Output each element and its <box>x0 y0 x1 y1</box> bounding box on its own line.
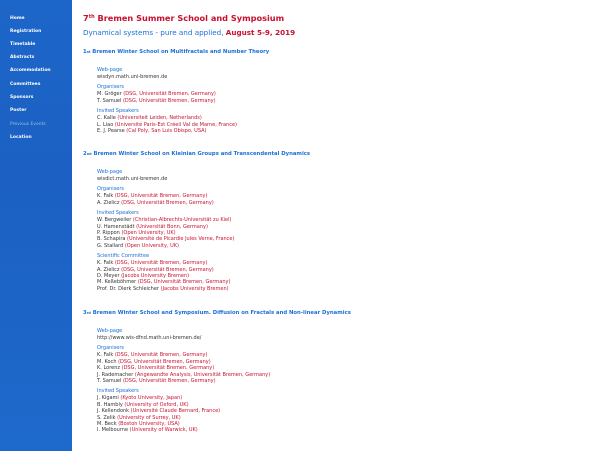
section-number: 2 <box>83 151 87 157</box>
person-affiliation: (Université Claude Bernard, France) <box>130 408 221 415</box>
person-name: I. Melbourne <box>97 427 130 434</box>
person-entry <box>97 279 230 285</box>
person-name: A. Zielicz <box>97 266 122 273</box>
person-entry <box>97 286 229 292</box>
person-affiliation: (Université de Picardie Jules Verne, France) <box>127 236 235 243</box>
person-name: E. J. Pearse <box>97 128 127 134</box>
group-label: Web-page <box>97 328 123 334</box>
nav-abstracts[interactable]: Abstracts <box>10 55 35 60</box>
person-name: J. Kellendonk <box>97 408 131 415</box>
page-title <box>83 13 284 23</box>
subtitle-text: Dynamical systems - pure and applied, <box>83 28 226 37</box>
section-ordinal: rd <box>86 310 91 315</box>
main-content <box>72 0 600 451</box>
person-entry <box>97 402 189 408</box>
person-name: K. Lorenz <box>97 365 122 372</box>
person-name: W. Bergweiler <box>97 217 133 224</box>
section-number: 3 <box>83 310 87 316</box>
person-entry <box>97 193 207 199</box>
person-affiliation: (DSG, Universität Bremen, Germany) <box>121 199 214 206</box>
person-entry <box>97 122 237 128</box>
person-entry <box>97 91 216 97</box>
person-entry <box>97 395 182 401</box>
person-entry <box>97 260 207 266</box>
person-affiliation: (DSG, Universität Bremen, Germany) <box>114 260 208 267</box>
person-name: D. Meyer <box>97 273 122 279</box>
person-entry <box>97 273 189 279</box>
person-affiliation: (Jacobs University Bremen) <box>160 285 229 292</box>
person-name: M. Gröger <box>97 91 124 98</box>
web-page-link[interactable] <box>97 335 202 341</box>
person-entry <box>97 267 214 273</box>
person-affiliation: (Jacobs University Bremen) <box>121 273 190 279</box>
person-affiliation: (Christian-Albrechts-Universität zu Kiel) <box>132 217 232 224</box>
nav-registration[interactable]: Registration <box>10 29 42 34</box>
person-entry <box>97 378 216 384</box>
sidebar-nav <box>0 0 72 451</box>
nav-poster[interactable]: Poster <box>10 108 27 113</box>
person-name: T. Samuel <box>97 97 123 104</box>
person-name: Prof. Dr. Dierk Schleicher <box>97 285 161 292</box>
nav-home[interactable]: Home <box>10 16 25 21</box>
person-affiliation: (University of Warwick, UK) <box>129 427 198 434</box>
person-entry <box>97 128 206 134</box>
person-name: M. Beck <box>97 421 119 427</box>
group-label: Invited Speakers <box>97 388 139 395</box>
person-affiliation: (DSG, Universität Bremen, Germany) <box>121 365 215 372</box>
person-entry <box>97 217 231 223</box>
person-affiliation: (Kyoto University, Japan) <box>120 395 183 402</box>
person-entry <box>97 98 216 104</box>
person-name: M. Koch <box>97 358 119 365</box>
person-affiliation: (DSG, Universität Bremen, Germany) <box>122 97 216 104</box>
person-name: U. Hamenstädt <box>97 223 137 230</box>
person-affiliation: (University of Surrey, UK) <box>117 414 181 421</box>
person-name: J. Rademacher <box>97 371 135 378</box>
section-ordinal: nd <box>86 151 92 156</box>
person-affiliation: (DSG, Universität Bremen, Germany) <box>121 266 214 273</box>
web-page-link[interactable] <box>97 74 167 80</box>
person-affiliation: (DSG, Universität Bremen, Germany) <box>118 358 211 365</box>
person-entry <box>97 372 270 378</box>
person-affiliation: (DSG, Universität Bremen, Germany) <box>114 193 208 200</box>
section-number: 1 <box>83 49 87 55</box>
person-entry <box>97 359 211 365</box>
person-affiliation: (DSG, Universität Bremen, Germany) <box>114 352 208 359</box>
web-page-url[interactable]: wisdict.math.uni-bremen.de <box>97 176 168 182</box>
web-page-url[interactable]: wisdyn.math.uni-bremen.de <box>97 74 168 80</box>
page-subtitle <box>83 28 295 37</box>
person-name: S. Zelik <box>97 414 118 421</box>
nav-timetable[interactable]: Timetable <box>10 42 36 47</box>
person-affiliation: (Angewandte Analysis, Universität Bremen, Germany) <box>134 371 271 378</box>
person-affiliation: (Universität Bonn, Germany) <box>136 223 208 230</box>
group-label: Web-page <box>97 67 123 73</box>
person-name: B. Hambly <box>97 401 125 408</box>
nav-committees[interactable]: Committees <box>10 82 41 87</box>
title-number: 7 <box>83 13 89 23</box>
group-label: Invited Speakers <box>97 108 139 115</box>
nav-sponsors[interactable]: Sponsors <box>10 95 34 100</box>
person-entry <box>97 243 179 249</box>
section-title <box>83 310 351 317</box>
person-entry <box>97 427 198 433</box>
person-entry <box>97 224 208 230</box>
section-title-text: Bremen Winter School on Multifractals and Number Theory <box>90 49 270 55</box>
person-entry <box>97 415 181 421</box>
title-text: Bremen Summer School and Symposium <box>94 13 285 23</box>
person-affiliation: (Université Paris-Est Créeil Val de Marne, France) <box>114 121 237 128</box>
person-entry <box>97 408 220 414</box>
person-name: G. Stallard <box>97 242 125 249</box>
person-entry <box>97 236 234 242</box>
group-label: Invited Speakers <box>97 210 139 217</box>
person-name: K. Falk <box>97 260 115 267</box>
person-entry <box>97 365 214 371</box>
person-affiliation: (Cal Poly, San Luis Obispo, USA) <box>126 128 207 134</box>
group-label: Scientific Committee <box>97 253 150 260</box>
person-name: C. Kalle <box>97 115 118 122</box>
person-entry <box>97 421 180 427</box>
person-affiliation: (DSG, Universität Bremen, Germany) <box>122 378 216 384</box>
person-affiliation: (DSG, Universität Bremen, Germany) <box>137 279 231 286</box>
person-affiliation: (University of Oxford, UK) <box>124 401 189 408</box>
group-label: Web-page <box>97 169 123 175</box>
web-page-link[interactable] <box>97 176 167 182</box>
person-name: T. Samuel <box>97 378 123 384</box>
nav-location[interactable]: Location <box>10 135 32 140</box>
person-name: B. Schapira <box>97 236 128 243</box>
person-name: J. Kigami <box>97 395 121 402</box>
person-affiliation: (Universiteit Leiden, Netherlands) <box>117 115 202 122</box>
nav-previous-events[interactable]: Previous Events <box>10 122 46 127</box>
section-title <box>83 49 269 56</box>
person-affiliation: (Open University, UK) <box>121 230 176 236</box>
section-title-text: Bremen Winter School and Symposium. Diffusion on Fractals and Non-linear Dynamics <box>90 310 351 316</box>
person-entry <box>97 352 207 358</box>
person-entry <box>97 200 214 206</box>
person-affiliation: (Open University, UK) <box>124 242 180 249</box>
group-label: Organisers <box>97 186 125 193</box>
section-title-text: Bremen Winter School on Kleinian Groups and Transcendental Dynamics <box>91 151 311 157</box>
web-page-url[interactable]: http://www.wis-dfnd.math.uni-bremen.de/ <box>97 335 202 341</box>
person-name: P. Rippon <box>97 230 122 236</box>
person-name: K. Falk <box>97 352 115 359</box>
title-ordinal: th <box>88 14 95 20</box>
person-name: A. Zielicz <box>97 199 122 206</box>
person-entry <box>97 115 202 121</box>
group-label: Organisers <box>97 84 125 91</box>
section-title <box>83 151 310 158</box>
person-affiliation: (Boston University, USA) <box>118 421 180 427</box>
person-name: K. Falk <box>97 193 115 200</box>
person-name: M. Keßeböhmer <box>97 279 138 286</box>
event-date: August 5-9, 2019 <box>225 28 296 37</box>
nav-accommodation[interactable]: Accommodation <box>10 68 51 73</box>
section-ordinal: st <box>86 49 91 54</box>
person-name: L. Liao <box>97 121 115 128</box>
group-label: Organisers <box>97 345 125 352</box>
person-affiliation: (DSG, Universität Bremen, Germany) <box>123 91 216 98</box>
